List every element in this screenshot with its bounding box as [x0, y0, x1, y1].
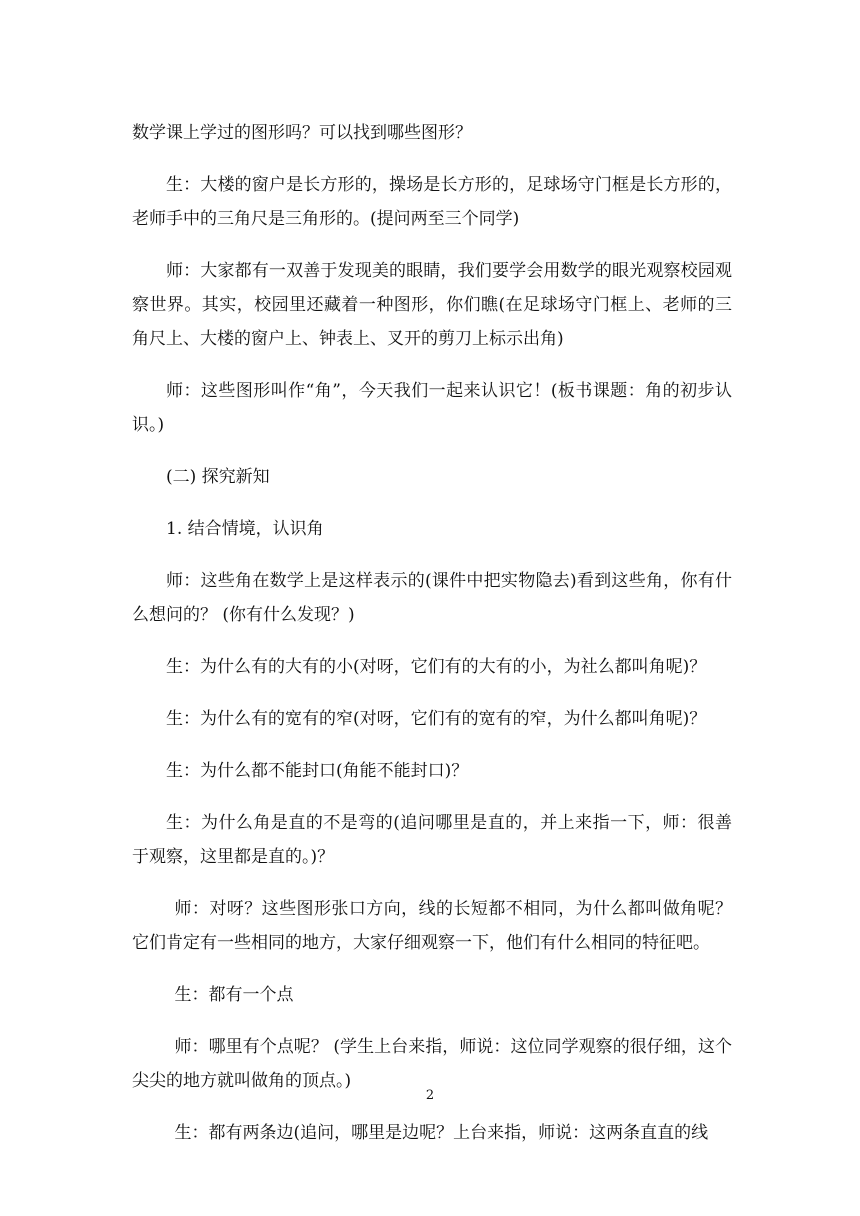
- paragraph: 师：哪里有个点呢？ (学生上台来指，师说：这位同学观察的很仔细，这个尖尖的地方就叫做角的顶点。): [132, 1037, 732, 1091]
- paragraph: 生：都有两条边(追问，哪里是边呢？上台来指，师说：这两条直直的线: [174, 1123, 709, 1143]
- paragraph: 师：大家都有一双善于发现美的眼睛，我们要学会用数学的眼光观察校园观察世界。其实，校园里还藏着一种图形，你们瞧(在足球场守门框上、老师的三角尺上、大楼的窗户上、钟表上、叉开的剪刀上标示出角): [132, 261, 732, 349]
- paragraph: 生：为什么有的大有的小(对呀，它们有的大有的小，为社么都叫角呢)？: [166, 657, 707, 677]
- page-number: 2: [425, 1088, 435, 1103]
- paragraph: 师：这些角在数学上是这样表示的(课件中把实物隐去)看到这些角，你有什么想问的？ (你有什么发现？): [132, 571, 732, 625]
- paragraph: 生：为什么有的宽有的窄(对呀，它们有的宽有的窄，为什么都叫角呢)？: [166, 709, 707, 729]
- paragraph: (二) 探究新知: [166, 467, 270, 487]
- paragraph: 师：对呀？这些图形张口方向，线的长短都不相同，为什么都叫做角呢？它们肯定有一些相同的地方，大家仔细观察一下，他们有什么相同的特征吧。: [132, 899, 732, 953]
- paragraph: 师：这些图形叫作“角”，今天我们一起来认识它！(板书课题：角的初步认识。): [132, 381, 732, 435]
- paragraph: 生：为什么角是直的不是弯的(追问哪里是直的，并上来指一下，师：很善于观察，这里都是直的。)？: [132, 813, 732, 867]
- document-body: [132, 116, 732, 1150]
- paragraph: 生：都有一个点: [174, 985, 294, 1005]
- paragraph: 生：为什么都不能封口(角能不能封口)？: [166, 761, 469, 781]
- paragraph: 生：大楼的窗户是长方形的，操场是长方形的，足球场守门框是长方形的，老师手中的三角尺是三角形的。(提问两至三个同学): [132, 175, 732, 229]
- paragraph: 1. 结合情境，认识角: [166, 519, 324, 539]
- paragraph: 数学课上学过的图形吗？可以找到哪些图形？: [132, 123, 472, 143]
